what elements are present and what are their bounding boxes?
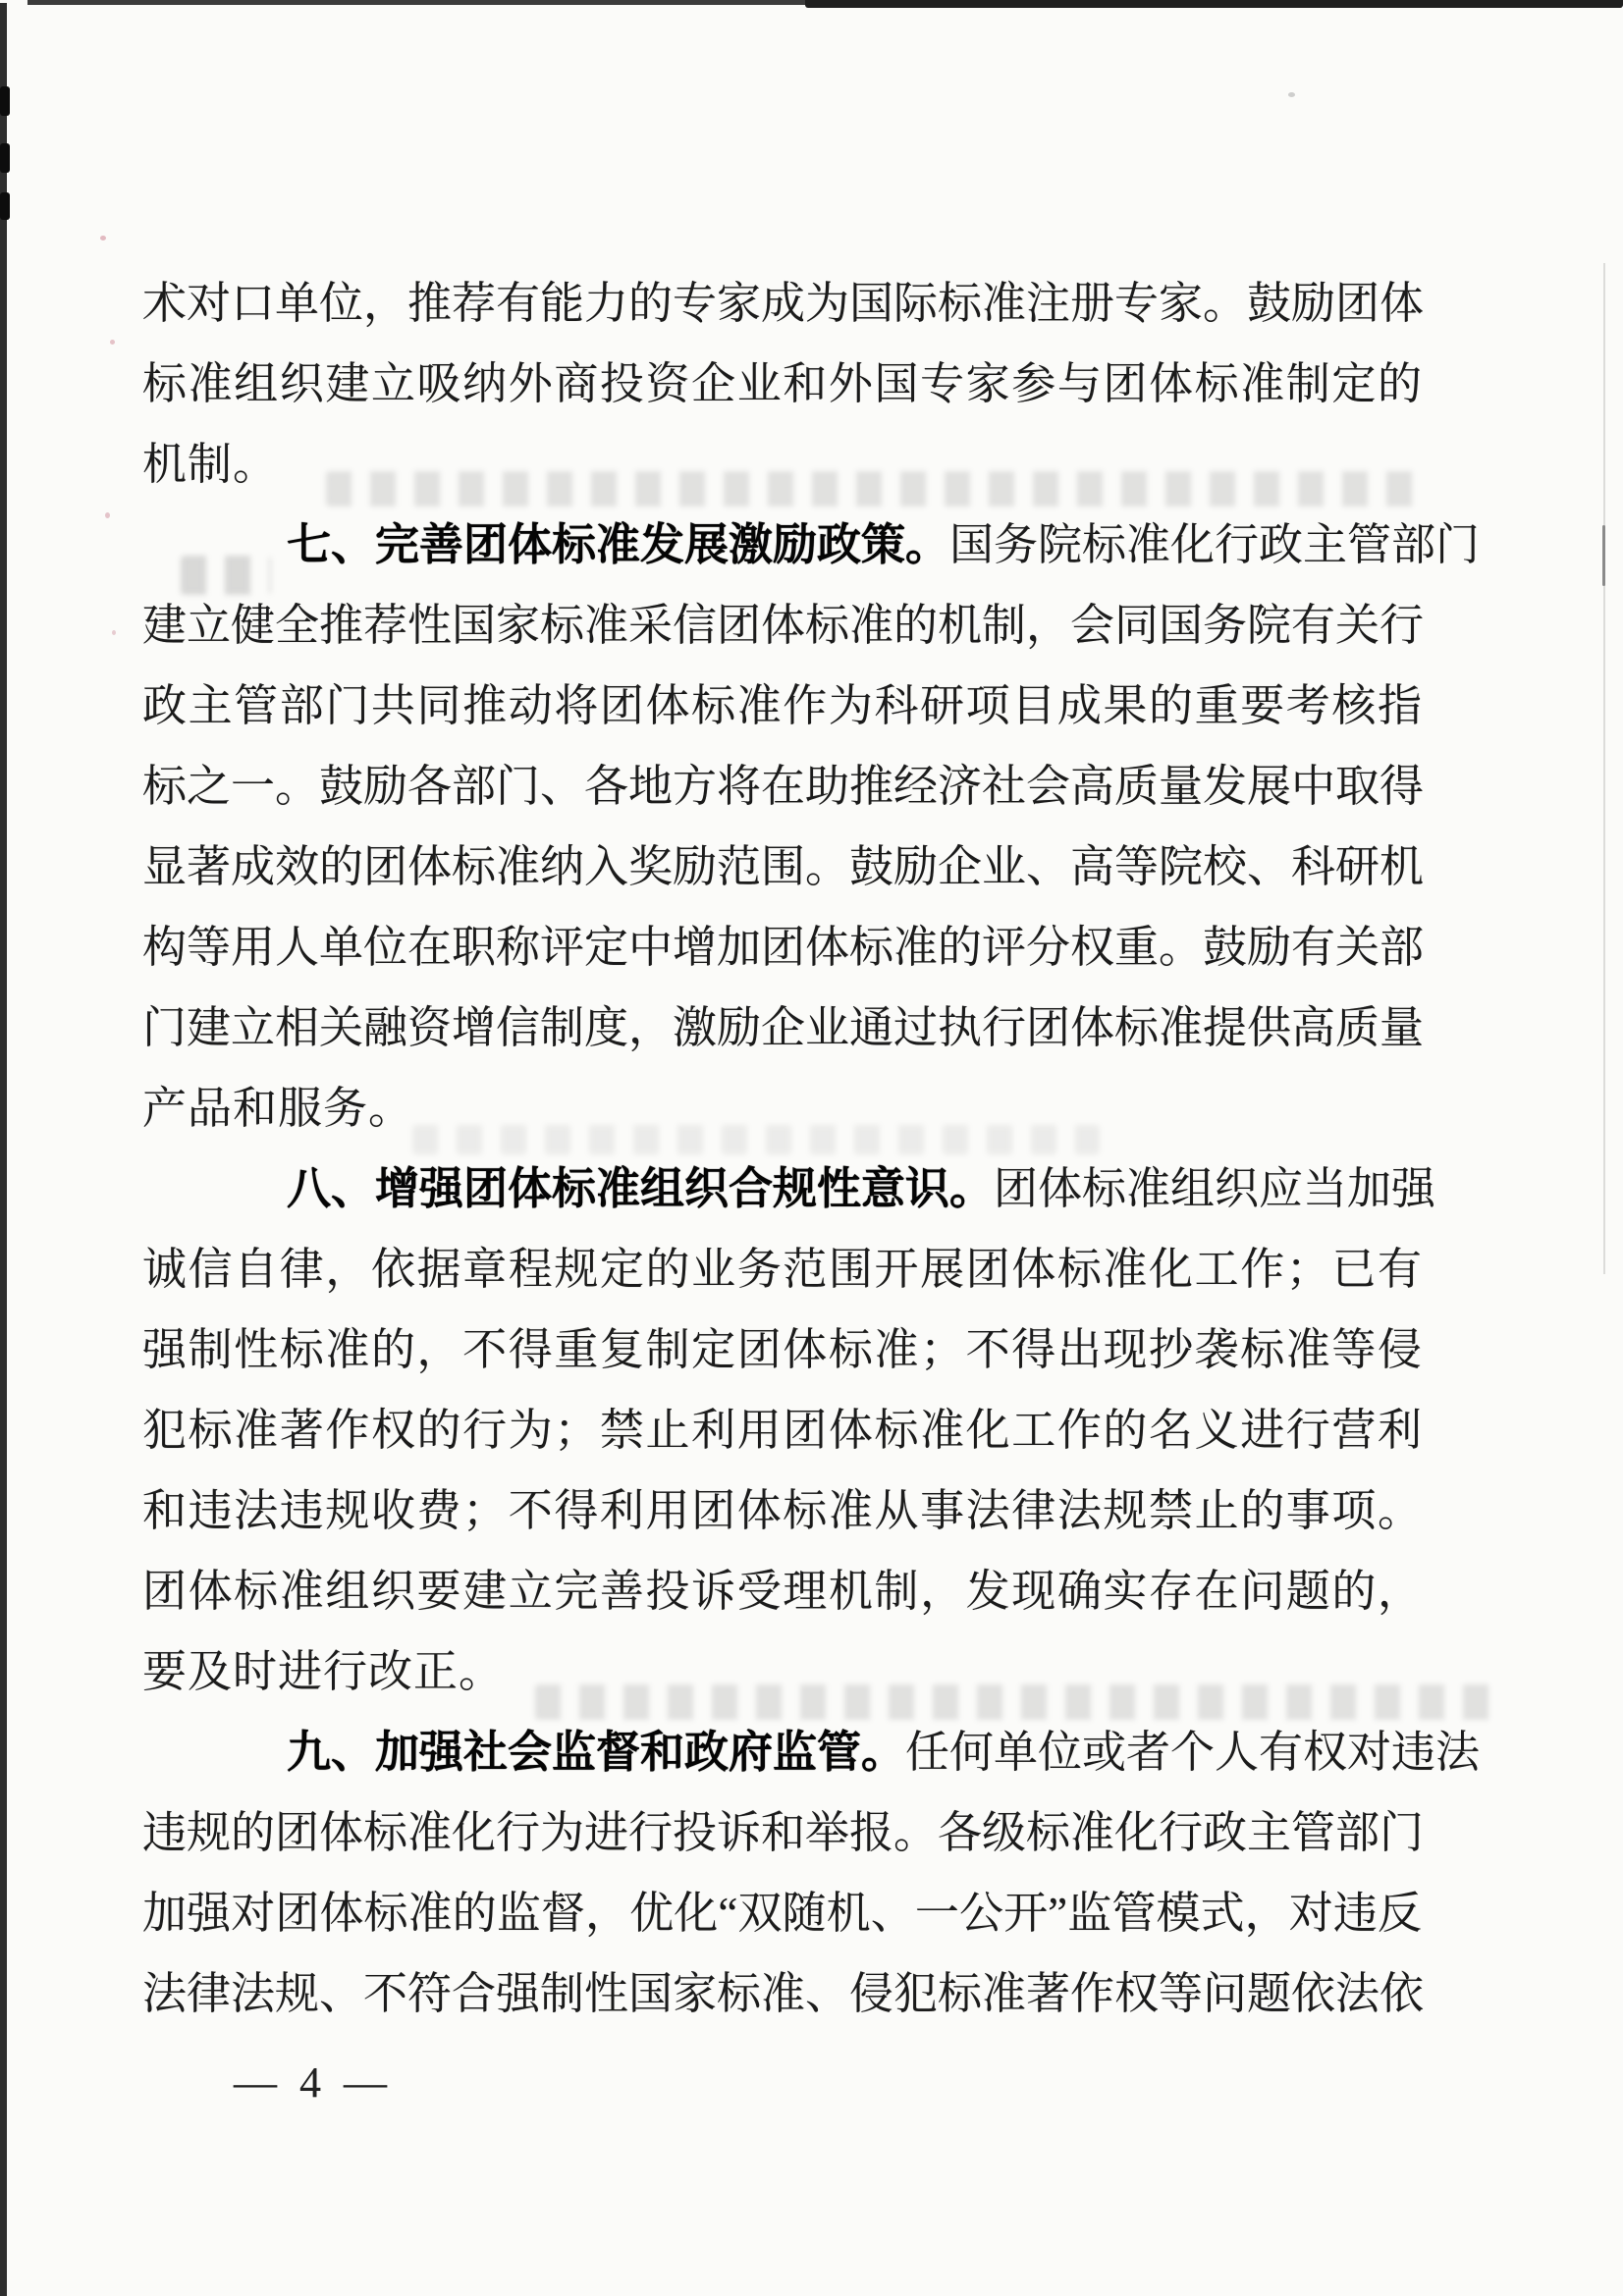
scan-edge-blob xyxy=(0,86,10,116)
text-line: 门建立相关融资增信制度，激励企业通过执行团体标准提供高质量 xyxy=(142,1003,1425,1052)
scan-right-edge xyxy=(1603,263,1605,1274)
scan-edge-blob xyxy=(0,192,10,220)
section-9-line xyxy=(142,1712,1481,1792)
document-text xyxy=(142,263,1481,2034)
text-line: 建立健全推荐性国家标准采信团体标准的机制，会同国务院有关行 xyxy=(142,601,1425,650)
section-8-heading: 八、增强团体标准组织合规性意识。 xyxy=(287,1164,995,1213)
section-7-text: 国务院标准化行政主管部门 xyxy=(949,520,1481,569)
scan-left-edge xyxy=(0,3,7,2296)
text-line: 政主管部门共同推动将团体标准作为科研项目成果的重要考核指 xyxy=(142,681,1422,730)
text-line: 诚信自律，依据章程规定的业务范围开展团体标准化工作；已有 xyxy=(142,1245,1422,1294)
text-line: 和违法违规收费；不得利用团体标准从事法律法规禁止的事项。 xyxy=(142,1486,1422,1535)
scan-speck xyxy=(105,512,110,518)
section-7-heading: 七、完善团体标准发展激励政策。 xyxy=(287,520,950,569)
scan-speck xyxy=(110,340,115,345)
scan-speck xyxy=(112,630,116,635)
text-line: 构等用人单位在职称评定中增加团体标准的评分权重。鼓励有关部 xyxy=(142,923,1425,972)
text-line: 法律法规、不符合强制性国家标准、侵犯标准著作权等问题依法依 xyxy=(142,1969,1425,2018)
text-line: 要及时进行改正。 xyxy=(142,1647,505,1696)
text-line: 标之一。鼓励各部门、各地方将在助推经济社会高质量发展中取得 xyxy=(142,762,1425,811)
section-9-text: 任何单位或者个人有权对违法 xyxy=(905,1728,1481,1777)
scan-speck xyxy=(100,236,106,240)
text-line: 标准组织建立吸纳外商投资企业和外国专家参与团体标准制定的 xyxy=(142,359,1422,408)
section-9-heading: 九、加强社会监督和政府监管。 xyxy=(287,1728,906,1777)
page-number: — 4 — xyxy=(234,2058,393,2107)
scan-top-edge-dark xyxy=(805,0,1623,8)
scan-edge-blob xyxy=(0,143,10,173)
text-line: 机制。 xyxy=(142,440,279,489)
scan-right-edge-dark xyxy=(1602,525,1605,586)
text-line: 显著成效的团体标准纳入奖励范围。鼓励企业、高等院校、科研机 xyxy=(142,842,1425,891)
text-line: 犯标准著作权的行为；禁止利用团体标准化工作的名义进行营利 xyxy=(142,1406,1422,1455)
text-line: 团体标准组织要建立完善投诉受理机制，发现确实存在问题的， xyxy=(142,1567,1422,1616)
text-line: 术对口单位，推荐有能力的专家成为国际标准注册专家。鼓励团体 xyxy=(142,279,1425,328)
text-line: 强制性标准的，不得重复制定团体标准；不得出现抄袭标准等侵 xyxy=(142,1325,1422,1374)
section-7-line xyxy=(142,505,1481,585)
section-8-line xyxy=(142,1148,1436,1229)
text-line: 加强对团体标准的监督，优化“双随机、一公开”监管模式，对违反 xyxy=(142,1889,1422,1938)
scan-speck xyxy=(1288,92,1295,97)
text-line: 产品和服务。 xyxy=(142,1084,414,1133)
section-8-text: 团体标准组织应当加强 xyxy=(994,1164,1436,1213)
text-line: 违规的团体标准化行为进行投诉和举报。各级标准化行政主管部门 xyxy=(142,1808,1425,1857)
